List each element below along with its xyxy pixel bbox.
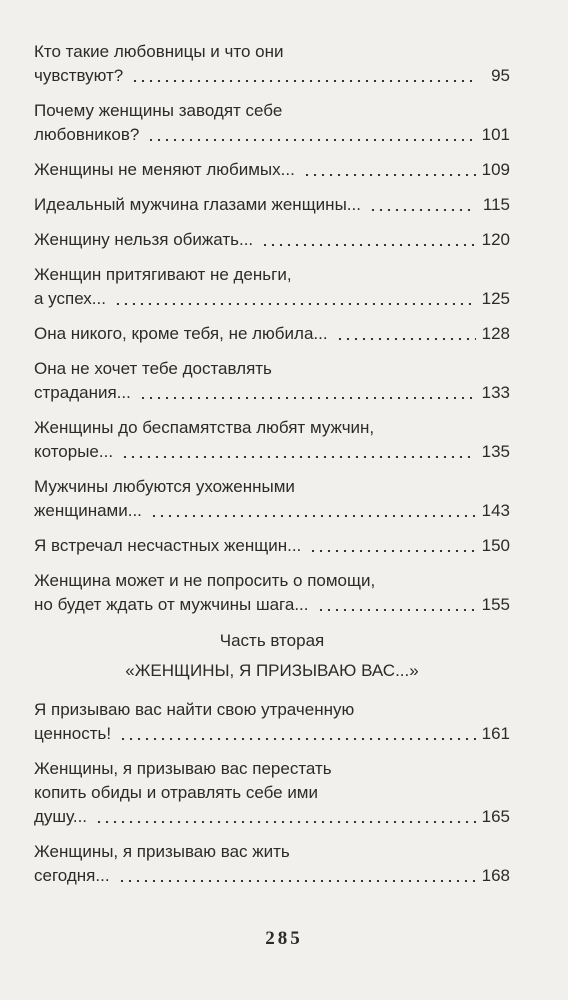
toc-entry-line <box>34 123 510 147</box>
toc-entry-line <box>34 840 510 864</box>
toc-entry-title: любовников? <box>34 125 140 144</box>
dot-leader <box>336 338 476 340</box>
dot-leader <box>119 738 476 740</box>
toc-entry-title: душу... <box>34 807 88 826</box>
toc-entry-line <box>34 864 510 888</box>
toc-entry-line <box>34 440 510 464</box>
toc-entry-title: Кто такие любовницы и что они <box>34 42 284 61</box>
toc-entry-line <box>34 534 510 558</box>
toc-entry-line <box>34 228 510 252</box>
toc-entry <box>34 158 510 182</box>
toc-entry <box>34 193 510 217</box>
toc-entry-line <box>34 698 510 722</box>
dot-leader <box>261 244 475 246</box>
toc-entry <box>34 263 510 311</box>
toc-page-number: 135 <box>481 442 510 461</box>
dot-leader <box>150 515 476 517</box>
toc-entry-title: которые... <box>34 442 114 461</box>
part-title: «ЖЕНЩИНЫ, Я ПРИЗЫВАЮ ВАС...» <box>125 661 419 680</box>
dot-leader <box>139 397 476 399</box>
toc-entry-line <box>34 475 510 499</box>
dot-leader <box>369 209 476 211</box>
toc-entry <box>34 416 510 464</box>
toc-entry-line <box>34 263 510 287</box>
toc-entry-title: Я призываю вас найти свою утраченную <box>34 700 355 719</box>
toc-entry-title: Мужчины любуются ухоженными <box>34 477 295 496</box>
dot-leader <box>114 303 476 305</box>
dot-leader <box>118 880 476 882</box>
toc-page-number: 128 <box>481 324 510 343</box>
toc-entry <box>34 99 510 147</box>
page-number: 285 <box>265 928 303 949</box>
dot-leader <box>147 139 475 141</box>
toc-page-number: 143 <box>481 501 510 520</box>
toc-entry <box>34 475 510 523</box>
toc-entry <box>34 228 510 252</box>
toc-entry-line <box>34 193 510 217</box>
toc-list-part-two <box>34 698 510 888</box>
toc-entry-title: Женщины до беспамятства любят мужчин, <box>34 418 375 437</box>
toc-entry-line <box>34 357 510 381</box>
toc-entry-title: Женщину нельзя обижать... <box>34 230 254 249</box>
toc-page-number: 155 <box>481 595 510 614</box>
toc-entry-title: Она никого, кроме тебя, не любила... <box>34 324 328 343</box>
toc-entry-line <box>34 158 510 182</box>
dot-leader <box>95 821 476 823</box>
toc-entry-title: сегодня... <box>34 866 110 885</box>
toc-page-number: 133 <box>481 383 510 402</box>
toc-entry-line <box>34 499 510 523</box>
toc-entry-title: Идеальный мужчина глазами женщины... <box>34 195 361 214</box>
toc-page-number: 150 <box>481 536 510 555</box>
toc-page-number: 115 <box>482 195 510 214</box>
toc-entry-line <box>34 722 510 746</box>
toc-entry-title: женщинами... <box>34 501 142 520</box>
toc-entry-title: Я встречал несчастных женщин... <box>34 536 302 555</box>
toc-entry-line <box>34 569 510 593</box>
toc-page-number: 161 <box>481 724 510 743</box>
dot-leader <box>131 80 476 82</box>
toc-entry-title: копить обиды и отравлять себе ими <box>34 783 318 802</box>
dot-leader <box>303 174 476 176</box>
dot-leader <box>121 456 476 458</box>
toc-entry-line <box>34 416 510 440</box>
table-of-contents <box>34 40 510 899</box>
toc-entry-line <box>34 781 510 805</box>
toc-entry-line <box>34 287 510 311</box>
toc-page-number: 109 <box>481 160 510 179</box>
toc-entry <box>34 40 510 88</box>
toc-entry <box>34 322 510 346</box>
toc-entry <box>34 569 510 617</box>
toc-entry-title: Она не хочет тебе доставлять <box>34 359 272 378</box>
toc-entry-title: ценность! <box>34 724 112 743</box>
toc-entry-title: чувствуют? <box>34 66 124 85</box>
toc-list-part-one <box>34 40 510 617</box>
part-heading: Часть вторая <box>219 631 325 650</box>
toc-entry-title: Женщины, я призываю вас перестать <box>34 759 332 778</box>
toc-page-number: 168 <box>481 866 510 885</box>
toc-entry-line <box>34 40 510 64</box>
toc-page-number: 95 <box>491 66 510 85</box>
toc-entry <box>34 357 510 405</box>
toc-entry-title: Почему женщины заводят себе <box>34 101 283 120</box>
toc-entry <box>34 757 510 829</box>
dot-leader <box>317 609 476 611</box>
toc-entry-line <box>34 64 510 88</box>
toc-page-number: 165 <box>481 807 510 826</box>
toc-entry-line <box>34 593 510 617</box>
toc-entry-line <box>34 322 510 346</box>
toc-entry <box>34 534 510 558</box>
toc-entry-line <box>34 757 510 781</box>
toc-page-number: 120 <box>481 230 510 249</box>
toc-entry-line <box>34 381 510 405</box>
toc-entry-title: Женщина может и не попросить о помощи, <box>34 571 376 590</box>
toc-entry-title: Женщин притягивают не деньги, <box>34 265 292 284</box>
dot-leader <box>309 550 475 552</box>
toc-entry-title: страдания... <box>34 383 131 402</box>
toc-entry-line <box>34 805 510 829</box>
toc-entry <box>34 698 510 746</box>
toc-entry-title: Женщины, я призываю вас жить <box>34 842 290 861</box>
toc-entry-title: а успех... <box>34 289 106 308</box>
toc-entry-title: но будет ждать от мужчины шага... <box>34 595 309 614</box>
toc-entry <box>34 840 510 888</box>
toc-page-number: 101 <box>481 125 510 144</box>
toc-entry-line <box>34 99 510 123</box>
toc-page-number: 125 <box>481 289 510 308</box>
toc-entry-title: Женщины не меняют любимых... <box>34 160 295 179</box>
